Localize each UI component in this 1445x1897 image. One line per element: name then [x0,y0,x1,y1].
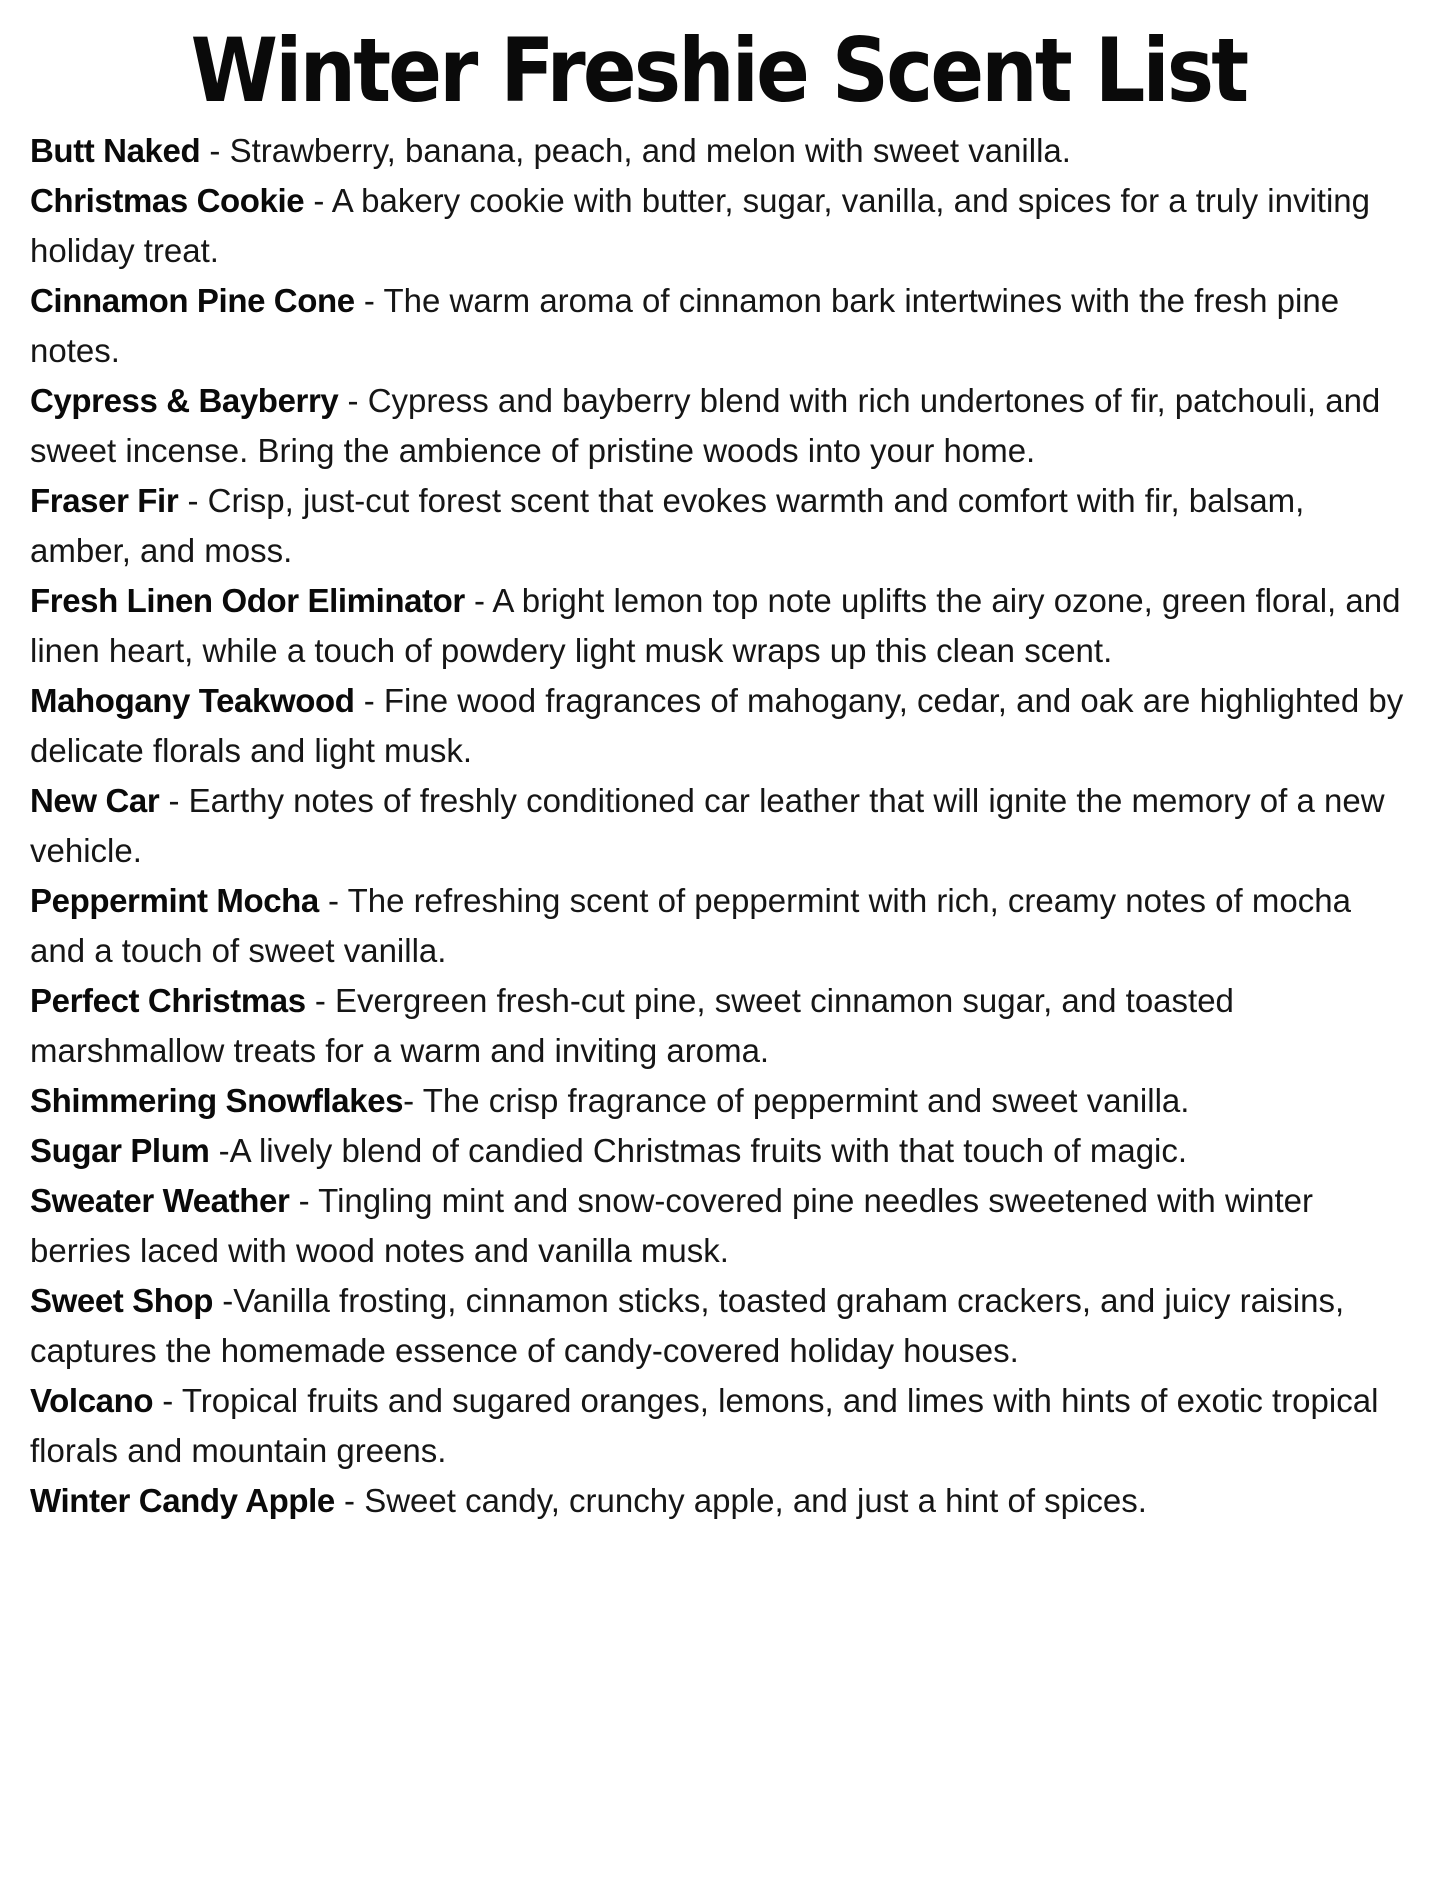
scent-entry [30,776,1407,876]
scent-name: Sugar Plum [30,1131,210,1169]
scent-description: The warm aroma of cinnamon bark intertwines with the fresh pine notes. [30,281,1340,369]
scent-separator: - [304,181,332,219]
document-page [0,19,1445,1566]
scent-separator: - [334,1481,365,1519]
scent-entry [30,676,1407,776]
scent-entry [30,1476,1407,1526]
scent-separator: - [213,1281,234,1319]
scent-separator: - [209,1131,230,1169]
scent-name: Cypress & Bayberry [30,381,339,419]
scent-entry [30,376,1407,476]
scent-entry [30,176,1407,276]
scent-name: Shimmering Snowflakes [30,1081,404,1119]
scent-separator: - [318,881,348,919]
scent-separator: - [338,381,368,419]
scent-name: Peppermint Mocha [30,881,319,919]
scent-description: The crisp fragrance of peppermint and sweet vanilla. [422,1081,1190,1119]
scent-separator: - [354,681,384,719]
scent-name: Cinnamon Pine Cone [30,281,355,319]
scent-description: Crisp, just-cut forest scent that evokes warmth and comfort with fir, balsam, amber, and moss. [30,481,1305,569]
scent-name: Fraser Fir [30,481,179,519]
scent-name: Perfect Christmas [30,981,306,1019]
scent-separator: - [354,281,384,319]
scent-entry [30,876,1407,976]
scent-separator: - [200,131,230,169]
scent-entry [30,1126,1407,1176]
scent-description: Cypress and bayberry blend with rich undertones of fir, patchouli, and sweet incense. Bring the ambience of pristine woods into your home. [30,381,1381,469]
scent-name: Christmas Cookie [30,181,305,219]
scent-entry [30,276,1407,376]
scent-separator: - [159,781,189,819]
scent-entry [30,1276,1407,1376]
page-title: Winter Freshie Scent List [190,19,1247,122]
scent-name: Sweater Weather [30,1181,290,1219]
scent-separator: - [305,981,336,1019]
scent-entry [30,476,1407,576]
scent-description: Evergreen fresh-cut pine, sweet cinnamon sugar, and toasted marshmallow treats for a warm and inviting aroma. [30,981,1234,1069]
scent-description: The refreshing scent of peppermint with rich, creamy notes of mocha and a touch of sweet vanilla. [30,881,1351,969]
scent-entry [30,1076,1407,1126]
scent-entry [30,576,1407,676]
scent-description: Tingling mint and snow-covered pine needles sweetened with winter berries laced with wood notes and vanilla musk. [30,1181,1313,1269]
scent-separator: - [289,1181,319,1219]
scent-entry [30,126,1407,176]
scent-separator: - [178,481,208,519]
scent-name: Volcano [30,1381,154,1419]
scent-description: Strawberry, banana, peach, and melon with sweet vanilla. [229,131,1071,169]
scent-description: Sweet candy, crunchy apple, and just a hint of spices. [364,1481,1147,1519]
scent-name: New Car [30,781,160,819]
scent-description: Fine wood fragrances of mahogany, cedar, and oak are highlighted by delicate florals and light musk. [30,681,1404,769]
scent-separator: - [403,1081,423,1119]
scent-entry [30,1176,1407,1276]
scent-description: Vanilla frosting, cinnamon sticks, toasted graham crackers, and juicy raisins, captures the homemade essence of candy-covered holiday houses. [30,1281,1345,1369]
scent-entry [30,1376,1407,1476]
scent-description: A bright lemon top note uplifts the airy ozone, green floral, and linen heart, while a touch of powdery light musk wraps up this clean scent. [30,581,1401,669]
scent-name: Sweet Shop [30,1281,214,1319]
scent-name: Fresh Linen Odor Eliminator [30,581,465,619]
scent-entry [30,976,1407,1076]
scent-separator: - [464,581,493,619]
scent-description: A lively blend of candied Christmas fruits with that touch of magic. [229,1131,1188,1169]
scent-list [30,126,1407,1526]
scent-name: Mahogany Teakwood [30,681,355,719]
scent-description: A bakery cookie with butter, sugar, vanilla, and spices for a truly inviting holiday treat. [30,181,1370,269]
scent-separator: - [153,1381,182,1419]
scent-description: Earthy notes of freshly conditioned car leather that will ignite the memory of a new vehicle. [30,781,1385,869]
scent-description: Tropical fruits and sugared oranges, lemons, and limes with hints of exotic tropical florals and mountain greens. [30,1381,1379,1469]
scent-name: Winter Candy Apple [30,1481,335,1519]
scent-name: Butt Naked [30,131,201,169]
